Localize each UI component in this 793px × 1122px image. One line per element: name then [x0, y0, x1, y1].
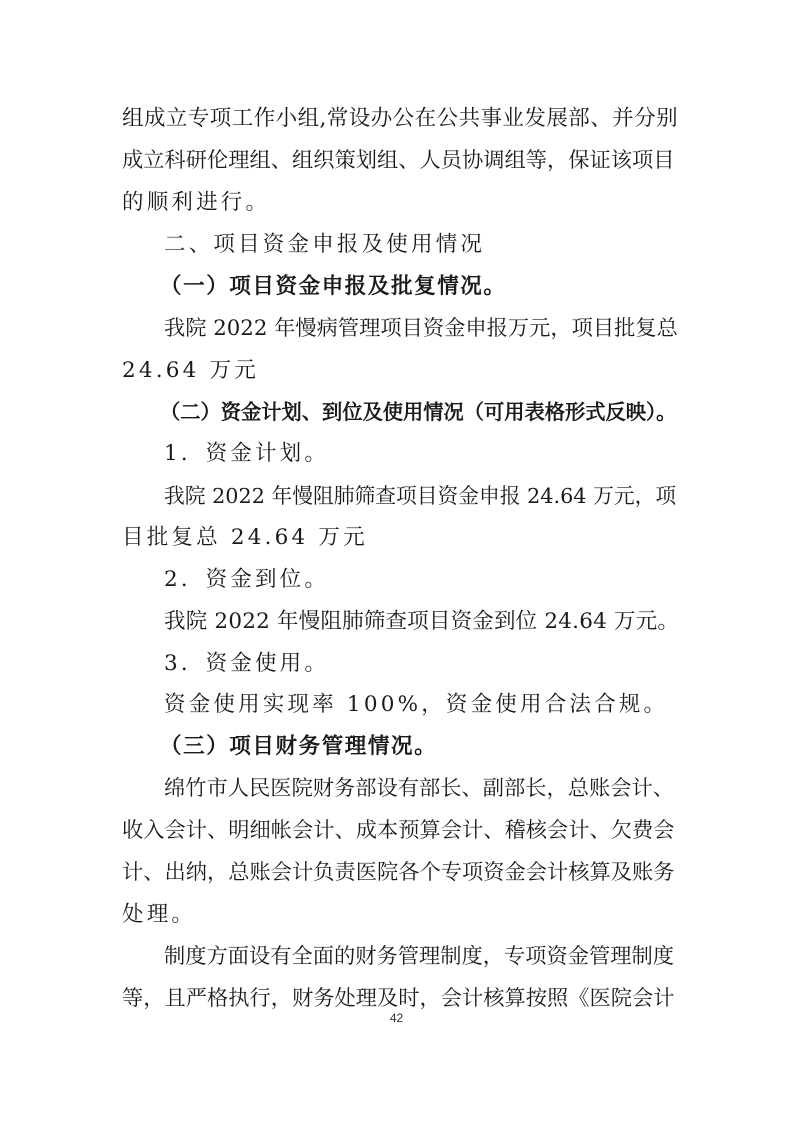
subsection-heading: （三）项目财务管理情况。: [160, 734, 438, 759]
paragraph-line: 收入会计、明细帐会计、成本预算会计、稽核会计、欠费会: [122, 818, 675, 843]
subsection-heading: （一）项目资金申报及批复情况。: [160, 274, 507, 299]
paragraph-line: 资金使用实现率 100%，资金使用合法合规。: [164, 692, 669, 717]
subsection-heading: （二）资金计划、到位及使用情况（可用表格形式反映）。: [160, 400, 677, 424]
paragraph-line: 等，且严格执行，财务处理及时，会计核算按照《医院会计: [122, 986, 675, 1011]
section-heading: 二、项目资金申报及使用情况: [164, 232, 486, 257]
paragraph-line: 目批复总 24.64 万元: [122, 525, 368, 550]
paragraph-line: 制度方面设有全面的财务管理制度，专项资金管理制度: [164, 944, 675, 969]
paragraph-line: 处理。: [122, 902, 197, 927]
paragraph-line: 计、出纳，总账会计负责医院各个专项资金会计核算及账务: [122, 860, 675, 885]
item-heading: 2．资金到位。: [164, 567, 330, 592]
page-number: 42: [389, 1011, 404, 1025]
item-heading: 3．资金使用。: [164, 651, 330, 676]
paragraph-line: 我院 2022 年慢阻肺筛查项目资金申报 24.64 万元，项: [164, 484, 677, 508]
paragraph-line: 的顺利进行。: [122, 190, 271, 215]
paragraph-line: 绵竹市人民医院财务部设有部长、副部长，总账会计、: [164, 776, 675, 801]
paragraph-line: 24.64 万元: [122, 358, 259, 383]
paragraph-line: 我院 2022 年慢病管理项目资金申报万元，项目批复总: [164, 316, 678, 341]
paragraph-line: 我院 2022 年慢阻肺筛查项目资金到位 24.64 万元。: [164, 609, 680, 634]
paragraph-line: 组成立专项工作小组,常设办公在公共事业发展部、并分别: [122, 106, 679, 131]
item-heading: 1．资金计划。: [164, 441, 330, 466]
paragraph-line: 成立科研伦理组、组织策划组、人员协调组等，保证该项目: [122, 148, 675, 173]
